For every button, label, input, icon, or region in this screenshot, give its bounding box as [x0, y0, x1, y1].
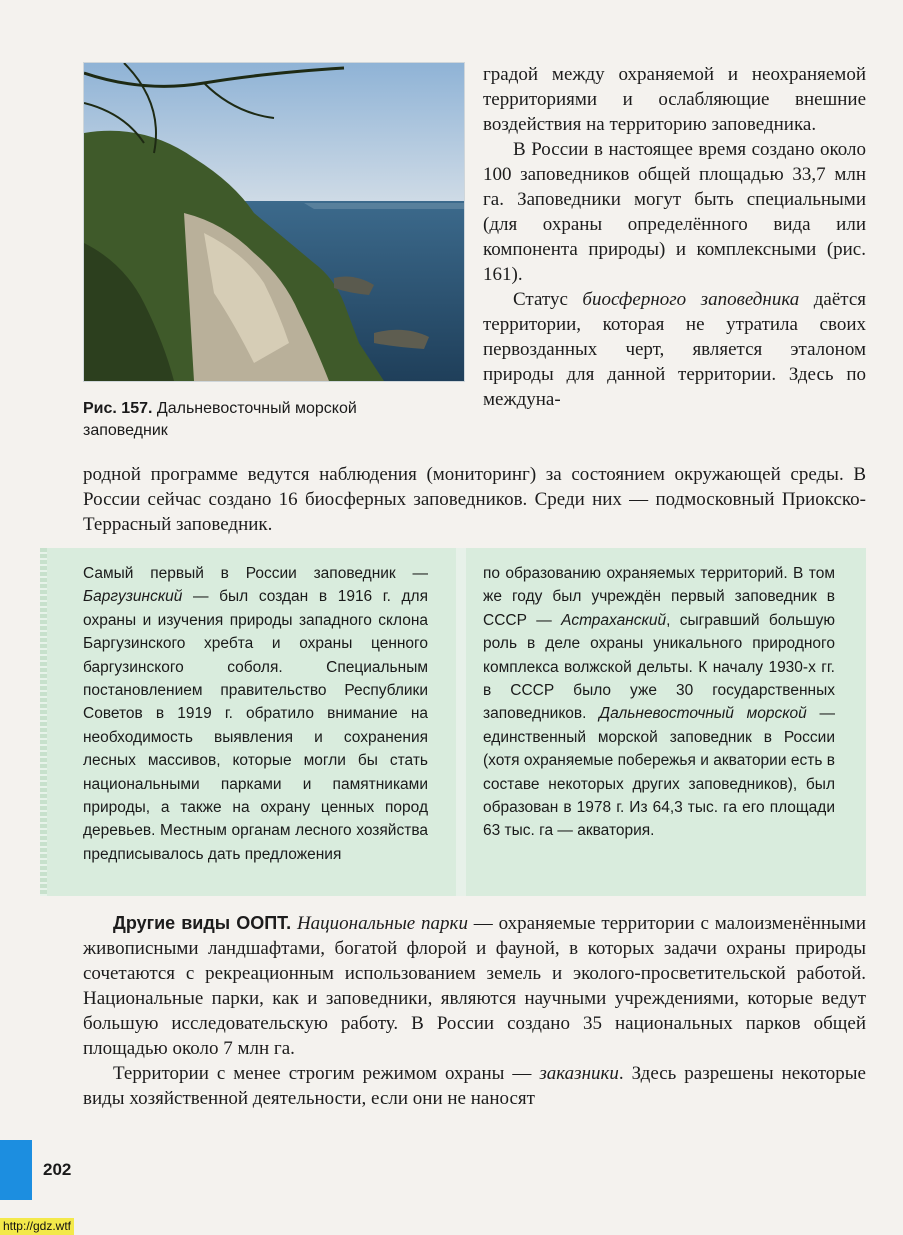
right-column-text — [483, 62, 866, 412]
zakazniki-text-before: Территории с менее строгим режимом охраны — — [113, 1063, 540, 1084]
far-east-marine-term: Дальневосточный морской — [599, 705, 807, 723]
info-box-edge — [40, 548, 47, 896]
paragraph-national-parks — [83, 911, 866, 1061]
paragraph-biosphere — [483, 287, 866, 412]
info-box — [40, 548, 866, 896]
paragraph-zakazniki — [83, 1061, 866, 1111]
box-right-text-1: по образованию охраняемых территорий. В том же году был учреждён первый заповедник в СССР — — [483, 565, 835, 629]
coastal-reserve-photo — [83, 62, 465, 382]
biosphere-text-after: даётся территории, которая не утратила своих первозданных черт, является эталоном природы для данной территории. Здесь по междуна- — [483, 289, 866, 410]
paragraph-buffer-zone: градой между охраняемой и неохраняемой территориями и ослабляющие внешние воздействия на территорию заповедника. — [483, 64, 866, 135]
biosphere-term: биосферного заповедника — [582, 289, 800, 310]
photo-illustration — [84, 63, 464, 381]
page-edge-tab — [0, 1140, 32, 1200]
section-heading-other-types: Другие виды ООПТ. — [113, 913, 292, 933]
figure-caption — [83, 398, 383, 442]
national-parks-term: Национальные парки — [296, 913, 468, 934]
watermark-link[interactable]: http://gdz.wtf — [0, 1218, 74, 1235]
barguzin-term: Баргузинский — [83, 588, 183, 606]
bottom-text — [83, 911, 866, 1111]
zakazniki-text-after: . Здесь разрешены некоторые виды хозяйственной деятельности, если они не наносят — [83, 1063, 866, 1109]
info-box-divider — [456, 548, 466, 896]
box-left-text-2: — был создан в 1916 г. для охраны и изучения природы западного склона Баргузинского хребта и охраны ценного баргузинского соболя. Специальным постановлением правительство Республики Советов в 1919 г. обратило внимание на необходимость выявления и сохранения лесных массивов, которые могли бы стать национальными парками и памятниками природы, а также на охрану ценных пород деревьев. Местным органам лесного хозяйства предписывалось дать предложения — [83, 588, 428, 863]
box-left-text-1: Самый первый в России заповедник — — [83, 565, 428, 582]
page-number: 202 — [43, 1160, 72, 1179]
figure-label: Рис. 157. — [83, 400, 153, 417]
box-right-text-2: , сыгравший большую роль в деле охраны уникального природного комплекса волжской дельты. К началу 1930-х гг. в СССР было уже 30 государственных заповедников. — [483, 611, 835, 723]
national-parks-text: — охраняемые территории с малоизменёнными живописными ландшафтами, богатой флорой и фауной, в которых задачи охраны природы сочетаются с рекреационным использованием земель и эколого-просветительской работой. Национальные парки, как и заповедники, являются научными учреждениями, которые ведут большую исследовательскую работу. В России создано 35 национальных парков общей площадью около 7 млн га. — [83, 913, 866, 1059]
figure-caption-text: Дальневосточный морской заповедник — [83, 400, 357, 439]
biosphere-text-before: Статус — [513, 289, 583, 310]
info-box-right-column — [483, 562, 835, 843]
box-right-text-3: — единственный морской заповедник в России (хотя охраняемые побережья и акватории есть в составе некоторых других заповедников), был образован в 1978 г. Из 64,3 тыс. га его площади 63 тыс. га — акватория. — [483, 705, 835, 840]
astrakhan-term: Астраханский — [561, 611, 667, 629]
info-box-left-column — [83, 562, 428, 866]
paragraph-reserves-count: В России в настоящее время создано около 100 заповедников общей площадью 33,7 млн га. Заповедники могут быть специальными (для охраны определённого вида или компонента природы) и комплексными (рис. 161). — [483, 139, 866, 285]
biosphere-continuation: родной программе ведутся наблюдения (мониторинг) за состоянием окружающей среды. В России сейчас создано 16 биосферных заповедников. Среди них — подмосковный Приокско-Террасный заповедник. — [83, 464, 866, 535]
zakazniki-term: заказники — [539, 1063, 619, 1084]
